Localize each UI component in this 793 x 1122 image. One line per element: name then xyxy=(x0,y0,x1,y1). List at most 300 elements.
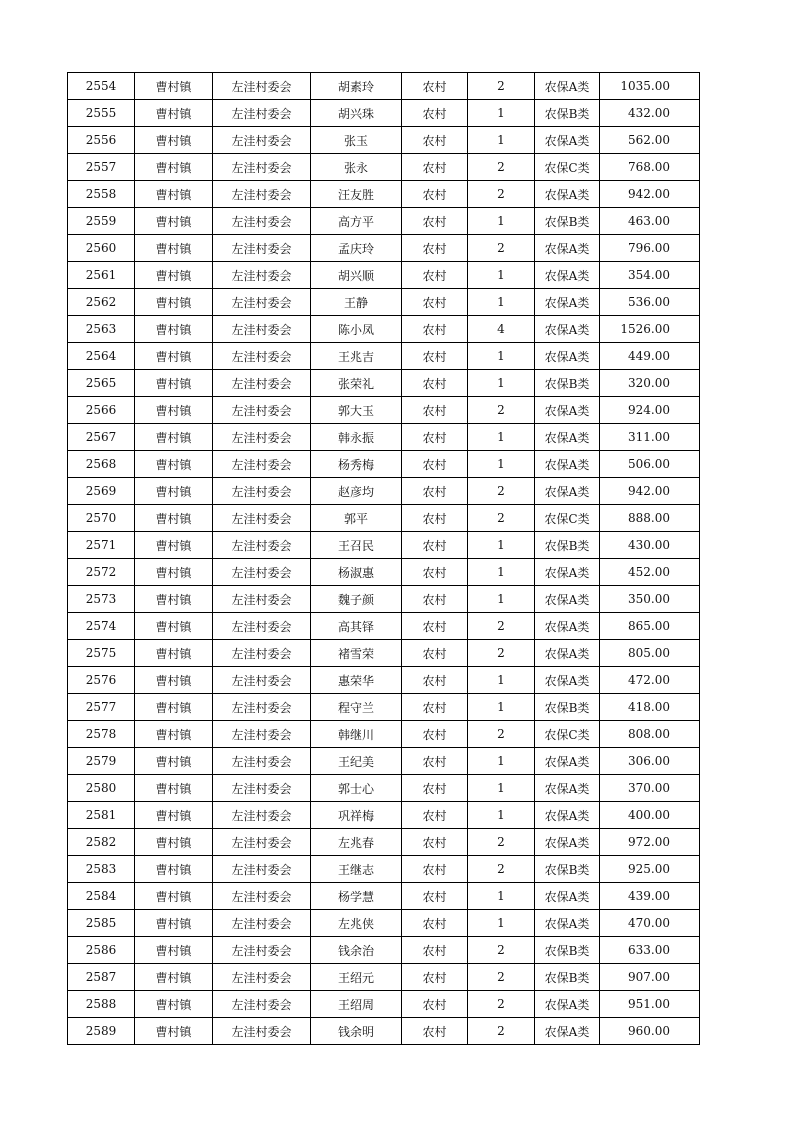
household-count-cell: 1 xyxy=(468,100,535,127)
insurance-category-cell: 农保A类 xyxy=(535,127,600,154)
insurance-category-cell: 农保B类 xyxy=(535,532,600,559)
village-committee-cell: 左洼村委会 xyxy=(213,559,311,586)
town-cell: 曹村镇 xyxy=(135,775,213,802)
person-name-cell: 张永 xyxy=(311,154,402,181)
area-type-cell: 农村 xyxy=(402,802,468,829)
village-committee-cell: 左洼村委会 xyxy=(213,316,311,343)
insurance-category-cell: 农保A类 xyxy=(535,181,600,208)
person-name-cell: 钱余明 xyxy=(311,1018,402,1045)
household-count-cell: 1 xyxy=(468,451,535,478)
town-cell: 曹村镇 xyxy=(135,694,213,721)
area-type-cell: 农村 xyxy=(402,73,468,100)
town-cell: 曹村镇 xyxy=(135,640,213,667)
person-name-cell: 胡兴顺 xyxy=(311,262,402,289)
table-row xyxy=(68,316,700,343)
insurance-category-cell: 农保A类 xyxy=(535,478,600,505)
row-number-cell: 2574 xyxy=(68,613,135,640)
household-count-cell: 1 xyxy=(468,262,535,289)
area-type-cell: 农村 xyxy=(402,586,468,613)
row-number-cell: 2582 xyxy=(68,829,135,856)
household-count-cell: 2 xyxy=(468,991,535,1018)
insurance-category-cell: 农保A类 xyxy=(535,613,600,640)
area-type-cell: 农村 xyxy=(402,181,468,208)
table-row xyxy=(68,154,700,181)
insurance-category-cell: 农保B类 xyxy=(535,856,600,883)
row-number-cell: 2557 xyxy=(68,154,135,181)
area-type-cell: 农村 xyxy=(402,235,468,262)
household-count-cell: 2 xyxy=(468,1018,535,1045)
town-cell: 曹村镇 xyxy=(135,451,213,478)
table-row xyxy=(68,586,700,613)
village-committee-cell: 左洼村委会 xyxy=(213,640,311,667)
table-row xyxy=(68,937,700,964)
person-name-cell: 左兆春 xyxy=(311,829,402,856)
table-row xyxy=(68,802,700,829)
household-count-cell: 2 xyxy=(468,154,535,181)
household-count-cell: 1 xyxy=(468,343,535,370)
table-row xyxy=(68,478,700,505)
town-cell: 曹村镇 xyxy=(135,73,213,100)
village-committee-cell: 左洼村委会 xyxy=(213,235,311,262)
table-row xyxy=(68,721,700,748)
amount-cell: 418.00 xyxy=(600,694,700,721)
insurance-category-cell: 农保B类 xyxy=(535,937,600,964)
table-row xyxy=(68,370,700,397)
person-name-cell: 王召民 xyxy=(311,532,402,559)
row-number-cell: 2560 xyxy=(68,235,135,262)
town-cell: 曹村镇 xyxy=(135,154,213,181)
amount-cell: 942.00 xyxy=(600,478,700,505)
town-cell: 曹村镇 xyxy=(135,289,213,316)
row-number-cell: 2565 xyxy=(68,370,135,397)
row-number-cell: 2581 xyxy=(68,802,135,829)
household-count-cell: 2 xyxy=(468,181,535,208)
village-committee-cell: 左洼村委会 xyxy=(213,397,311,424)
amount-cell: 796.00 xyxy=(600,235,700,262)
village-committee-cell: 左洼村委会 xyxy=(213,775,311,802)
town-cell: 曹村镇 xyxy=(135,316,213,343)
household-count-cell: 1 xyxy=(468,370,535,397)
area-type-cell: 农村 xyxy=(402,559,468,586)
town-cell: 曹村镇 xyxy=(135,559,213,586)
amount-cell: 960.00 xyxy=(600,1018,700,1045)
household-count-cell: 1 xyxy=(468,532,535,559)
insurance-category-cell: 农保A类 xyxy=(535,262,600,289)
area-type-cell: 农村 xyxy=(402,289,468,316)
town-cell: 曹村镇 xyxy=(135,937,213,964)
table-row xyxy=(68,910,700,937)
village-committee-cell: 左洼村委会 xyxy=(213,613,311,640)
village-committee-cell: 左洼村委会 xyxy=(213,829,311,856)
insurance-category-cell: 农保A类 xyxy=(535,316,600,343)
insurance-category-cell: 农保B类 xyxy=(535,100,600,127)
town-cell: 曹村镇 xyxy=(135,235,213,262)
insurance-category-cell: 农保A类 xyxy=(535,667,600,694)
area-type-cell: 农村 xyxy=(402,154,468,181)
village-committee-cell: 左洼村委会 xyxy=(213,262,311,289)
town-cell: 曹村镇 xyxy=(135,613,213,640)
area-type-cell: 农村 xyxy=(402,991,468,1018)
insurance-category-cell: 农保C类 xyxy=(535,505,600,532)
area-type-cell: 农村 xyxy=(402,343,468,370)
area-type-cell: 农村 xyxy=(402,829,468,856)
household-count-cell: 2 xyxy=(468,829,535,856)
row-number-cell: 2575 xyxy=(68,640,135,667)
household-count-cell: 1 xyxy=(468,559,535,586)
amount-cell: 452.00 xyxy=(600,559,700,586)
village-committee-cell: 左洼村委会 xyxy=(213,127,311,154)
amount-cell: 768.00 xyxy=(600,154,700,181)
household-count-cell: 1 xyxy=(468,667,535,694)
person-name-cell: 程守兰 xyxy=(311,694,402,721)
household-count-cell: 2 xyxy=(468,937,535,964)
person-name-cell: 魏子颜 xyxy=(311,586,402,613)
amount-cell: 463.00 xyxy=(600,208,700,235)
town-cell: 曹村镇 xyxy=(135,667,213,694)
insurance-category-cell: 农保C类 xyxy=(535,721,600,748)
table-row xyxy=(68,1018,700,1045)
area-type-cell: 农村 xyxy=(402,478,468,505)
household-count-cell: 4 xyxy=(468,316,535,343)
amount-cell: 907.00 xyxy=(600,964,700,991)
row-number-cell: 2569 xyxy=(68,478,135,505)
insurance-category-cell: 农保B类 xyxy=(535,694,600,721)
insurance-category-cell: 农保B类 xyxy=(535,964,600,991)
amount-cell: 951.00 xyxy=(600,991,700,1018)
amount-cell: 865.00 xyxy=(600,613,700,640)
amount-cell: 972.00 xyxy=(600,829,700,856)
amount-cell: 470.00 xyxy=(600,910,700,937)
area-type-cell: 农村 xyxy=(402,613,468,640)
amount-cell: 439.00 xyxy=(600,883,700,910)
town-cell: 曹村镇 xyxy=(135,721,213,748)
table-row xyxy=(68,640,700,667)
row-number-cell: 2584 xyxy=(68,883,135,910)
village-committee-cell: 左洼村委会 xyxy=(213,343,311,370)
insurance-category-cell: 农保A类 xyxy=(535,748,600,775)
row-number-cell: 2576 xyxy=(68,667,135,694)
row-number-cell: 2579 xyxy=(68,748,135,775)
village-committee-cell: 左洼村委会 xyxy=(213,424,311,451)
area-type-cell: 农村 xyxy=(402,316,468,343)
amount-cell: 311.00 xyxy=(600,424,700,451)
row-number-cell: 2577 xyxy=(68,694,135,721)
town-cell: 曹村镇 xyxy=(135,532,213,559)
insurance-category-cell: 农保A类 xyxy=(535,559,600,586)
household-count-cell: 2 xyxy=(468,613,535,640)
area-type-cell: 农村 xyxy=(402,883,468,910)
village-committee-cell: 左洼村委会 xyxy=(213,505,311,532)
area-type-cell: 农村 xyxy=(402,964,468,991)
person-name-cell: 陈小凤 xyxy=(311,316,402,343)
row-number-cell: 2573 xyxy=(68,586,135,613)
person-name-cell: 郭平 xyxy=(311,505,402,532)
amount-cell: 432.00 xyxy=(600,100,700,127)
town-cell: 曹村镇 xyxy=(135,964,213,991)
table-row xyxy=(68,262,700,289)
household-count-cell: 1 xyxy=(468,748,535,775)
row-number-cell: 2589 xyxy=(68,1018,135,1045)
town-cell: 曹村镇 xyxy=(135,910,213,937)
amount-cell: 633.00 xyxy=(600,937,700,964)
town-cell: 曹村镇 xyxy=(135,343,213,370)
town-cell: 曹村镇 xyxy=(135,424,213,451)
town-cell: 曹村镇 xyxy=(135,397,213,424)
table-row xyxy=(68,451,700,478)
town-cell: 曹村镇 xyxy=(135,586,213,613)
insurance-category-cell: 农保B类 xyxy=(535,208,600,235)
row-number-cell: 2570 xyxy=(68,505,135,532)
village-committee-cell: 左洼村委会 xyxy=(213,694,311,721)
village-committee-cell: 左洼村委会 xyxy=(213,532,311,559)
row-number-cell: 2585 xyxy=(68,910,135,937)
table-row xyxy=(68,208,700,235)
amount-cell: 506.00 xyxy=(600,451,700,478)
village-committee-cell: 左洼村委会 xyxy=(213,802,311,829)
village-committee-cell: 左洼村委会 xyxy=(213,1018,311,1045)
table-row xyxy=(68,775,700,802)
household-count-cell: 2 xyxy=(468,478,535,505)
row-number-cell: 2572 xyxy=(68,559,135,586)
village-committee-cell: 左洼村委会 xyxy=(213,937,311,964)
area-type-cell: 农村 xyxy=(402,667,468,694)
household-count-cell: 2 xyxy=(468,73,535,100)
village-committee-cell: 左洼村委会 xyxy=(213,289,311,316)
insurance-category-cell: 农保A类 xyxy=(535,775,600,802)
table-row xyxy=(68,991,700,1018)
village-committee-cell: 左洼村委会 xyxy=(213,856,311,883)
row-number-cell: 2566 xyxy=(68,397,135,424)
area-type-cell: 农村 xyxy=(402,532,468,559)
person-name-cell: 汪友胜 xyxy=(311,181,402,208)
area-type-cell: 农村 xyxy=(402,775,468,802)
village-committee-cell: 左洼村委会 xyxy=(213,964,311,991)
person-name-cell: 高其铎 xyxy=(311,613,402,640)
table-row xyxy=(68,127,700,154)
household-count-cell: 1 xyxy=(468,775,535,802)
insurance-category-cell: 农保A类 xyxy=(535,910,600,937)
row-number-cell: 2561 xyxy=(68,262,135,289)
insurance-category-cell: 农保A类 xyxy=(535,397,600,424)
area-type-cell: 农村 xyxy=(402,451,468,478)
row-number-cell: 2568 xyxy=(68,451,135,478)
insurance-category-cell: 农保A类 xyxy=(535,235,600,262)
row-number-cell: 2558 xyxy=(68,181,135,208)
insurance-category-cell: 农保A类 xyxy=(535,343,600,370)
household-count-cell: 2 xyxy=(468,856,535,883)
amount-cell: 400.00 xyxy=(600,802,700,829)
person-name-cell: 王继志 xyxy=(311,856,402,883)
town-cell: 曹村镇 xyxy=(135,262,213,289)
person-name-cell: 郭士心 xyxy=(311,775,402,802)
person-name-cell: 巩祥梅 xyxy=(311,802,402,829)
table-row xyxy=(68,667,700,694)
area-type-cell: 农村 xyxy=(402,127,468,154)
row-number-cell: 2580 xyxy=(68,775,135,802)
person-name-cell: 杨学慧 xyxy=(311,883,402,910)
row-number-cell: 2567 xyxy=(68,424,135,451)
table-row xyxy=(68,694,700,721)
village-committee-cell: 左洼村委会 xyxy=(213,100,311,127)
person-name-cell: 郭大玉 xyxy=(311,397,402,424)
amount-cell: 942.00 xyxy=(600,181,700,208)
amount-cell: 320.00 xyxy=(600,370,700,397)
town-cell: 曹村镇 xyxy=(135,100,213,127)
row-number-cell: 2556 xyxy=(68,127,135,154)
amount-cell: 354.00 xyxy=(600,262,700,289)
row-number-cell: 2562 xyxy=(68,289,135,316)
table-row xyxy=(68,829,700,856)
household-count-cell: 1 xyxy=(468,127,535,154)
household-count-cell: 1 xyxy=(468,424,535,451)
insurance-category-cell: 农保A类 xyxy=(535,73,600,100)
amount-cell: 562.00 xyxy=(600,127,700,154)
person-name-cell: 褚雪荣 xyxy=(311,640,402,667)
amount-cell: 430.00 xyxy=(600,532,700,559)
insurance-category-cell: 农保A类 xyxy=(535,424,600,451)
table-row xyxy=(68,289,700,316)
table-row xyxy=(68,424,700,451)
town-cell: 曹村镇 xyxy=(135,883,213,910)
table-row xyxy=(68,100,700,127)
village-committee-cell: 左洼村委会 xyxy=(213,370,311,397)
town-cell: 曹村镇 xyxy=(135,505,213,532)
table-row xyxy=(68,559,700,586)
roster-body xyxy=(68,73,700,1045)
table-row xyxy=(68,343,700,370)
village-committee-cell: 左洼村委会 xyxy=(213,451,311,478)
household-count-cell: 1 xyxy=(468,289,535,316)
row-number-cell: 2554 xyxy=(68,73,135,100)
village-committee-cell: 左洼村委会 xyxy=(213,991,311,1018)
row-number-cell: 2564 xyxy=(68,343,135,370)
village-committee-cell: 左洼村委会 xyxy=(213,883,311,910)
insurance-category-cell: 农保A类 xyxy=(535,289,600,316)
area-type-cell: 农村 xyxy=(402,397,468,424)
row-number-cell: 2586 xyxy=(68,937,135,964)
town-cell: 曹村镇 xyxy=(135,748,213,775)
town-cell: 曹村镇 xyxy=(135,181,213,208)
insurance-category-cell: 农保A类 xyxy=(535,829,600,856)
village-committee-cell: 左洼村委会 xyxy=(213,154,311,181)
household-count-cell: 1 xyxy=(468,802,535,829)
row-number-cell: 2559 xyxy=(68,208,135,235)
amount-cell: 888.00 xyxy=(600,505,700,532)
table-row xyxy=(68,856,700,883)
person-name-cell: 惠荣华 xyxy=(311,667,402,694)
table-row xyxy=(68,505,700,532)
town-cell: 曹村镇 xyxy=(135,127,213,154)
area-type-cell: 农村 xyxy=(402,505,468,532)
amount-cell: 925.00 xyxy=(600,856,700,883)
village-committee-cell: 左洼村委会 xyxy=(213,478,311,505)
area-type-cell: 农村 xyxy=(402,262,468,289)
amount-cell: 472.00 xyxy=(600,667,700,694)
table-row xyxy=(68,613,700,640)
table-row xyxy=(68,532,700,559)
town-cell: 曹村镇 xyxy=(135,856,213,883)
village-committee-cell: 左洼村委会 xyxy=(213,181,311,208)
household-count-cell: 2 xyxy=(468,505,535,532)
household-count-cell: 1 xyxy=(468,694,535,721)
amount-cell: 350.00 xyxy=(600,586,700,613)
table-row xyxy=(68,73,700,100)
person-name-cell: 赵彦均 xyxy=(311,478,402,505)
person-name-cell: 高方平 xyxy=(311,208,402,235)
amount-cell: 449.00 xyxy=(600,343,700,370)
area-type-cell: 农村 xyxy=(402,640,468,667)
person-name-cell: 杨淑惠 xyxy=(311,559,402,586)
row-number-cell: 2588 xyxy=(68,991,135,1018)
village-committee-cell: 左洼村委会 xyxy=(213,910,311,937)
row-number-cell: 2563 xyxy=(68,316,135,343)
person-name-cell: 王静 xyxy=(311,289,402,316)
insurance-category-cell: 农保A类 xyxy=(535,451,600,478)
roster-table xyxy=(67,72,700,1045)
insurance-category-cell: 农保B类 xyxy=(535,370,600,397)
area-type-cell: 农村 xyxy=(402,748,468,775)
person-name-cell: 胡兴珠 xyxy=(311,100,402,127)
area-type-cell: 农村 xyxy=(402,1018,468,1045)
amount-cell: 805.00 xyxy=(600,640,700,667)
table-row xyxy=(68,748,700,775)
area-type-cell: 农村 xyxy=(402,910,468,937)
person-name-cell: 张玉 xyxy=(311,127,402,154)
table-row xyxy=(68,235,700,262)
table-row xyxy=(68,964,700,991)
household-count-cell: 2 xyxy=(468,640,535,667)
person-name-cell: 杨秀梅 xyxy=(311,451,402,478)
area-type-cell: 农村 xyxy=(402,856,468,883)
person-name-cell: 孟庆玲 xyxy=(311,235,402,262)
insurance-category-cell: 农保A类 xyxy=(535,802,600,829)
row-number-cell: 2587 xyxy=(68,964,135,991)
insurance-category-cell: 农保A类 xyxy=(535,586,600,613)
person-name-cell: 韩继川 xyxy=(311,721,402,748)
town-cell: 曹村镇 xyxy=(135,829,213,856)
town-cell: 曹村镇 xyxy=(135,370,213,397)
row-number-cell: 2578 xyxy=(68,721,135,748)
town-cell: 曹村镇 xyxy=(135,802,213,829)
town-cell: 曹村镇 xyxy=(135,478,213,505)
insurance-category-cell: 农保A类 xyxy=(535,991,600,1018)
insurance-category-cell: 农保A类 xyxy=(535,640,600,667)
area-type-cell: 农村 xyxy=(402,937,468,964)
village-committee-cell: 左洼村委会 xyxy=(213,586,311,613)
person-name-cell: 韩永振 xyxy=(311,424,402,451)
village-committee-cell: 左洼村委会 xyxy=(213,208,311,235)
person-name-cell: 王纪美 xyxy=(311,748,402,775)
household-count-cell: 1 xyxy=(468,586,535,613)
person-name-cell: 王绍元 xyxy=(311,964,402,991)
village-committee-cell: 左洼村委会 xyxy=(213,73,311,100)
area-type-cell: 农村 xyxy=(402,370,468,397)
person-name-cell: 王兆吉 xyxy=(311,343,402,370)
area-type-cell: 农村 xyxy=(402,721,468,748)
table-row xyxy=(68,181,700,208)
amount-cell: 536.00 xyxy=(600,289,700,316)
insurance-category-cell: 农保C类 xyxy=(535,154,600,181)
area-type-cell: 农村 xyxy=(402,208,468,235)
person-name-cell: 左兆侠 xyxy=(311,910,402,937)
table-row xyxy=(68,397,700,424)
amount-cell: 1526.00 xyxy=(600,316,700,343)
area-type-cell: 农村 xyxy=(402,694,468,721)
household-count-cell: 1 xyxy=(468,883,535,910)
household-count-cell: 2 xyxy=(468,235,535,262)
household-count-cell: 1 xyxy=(468,910,535,937)
household-count-cell: 2 xyxy=(468,397,535,424)
